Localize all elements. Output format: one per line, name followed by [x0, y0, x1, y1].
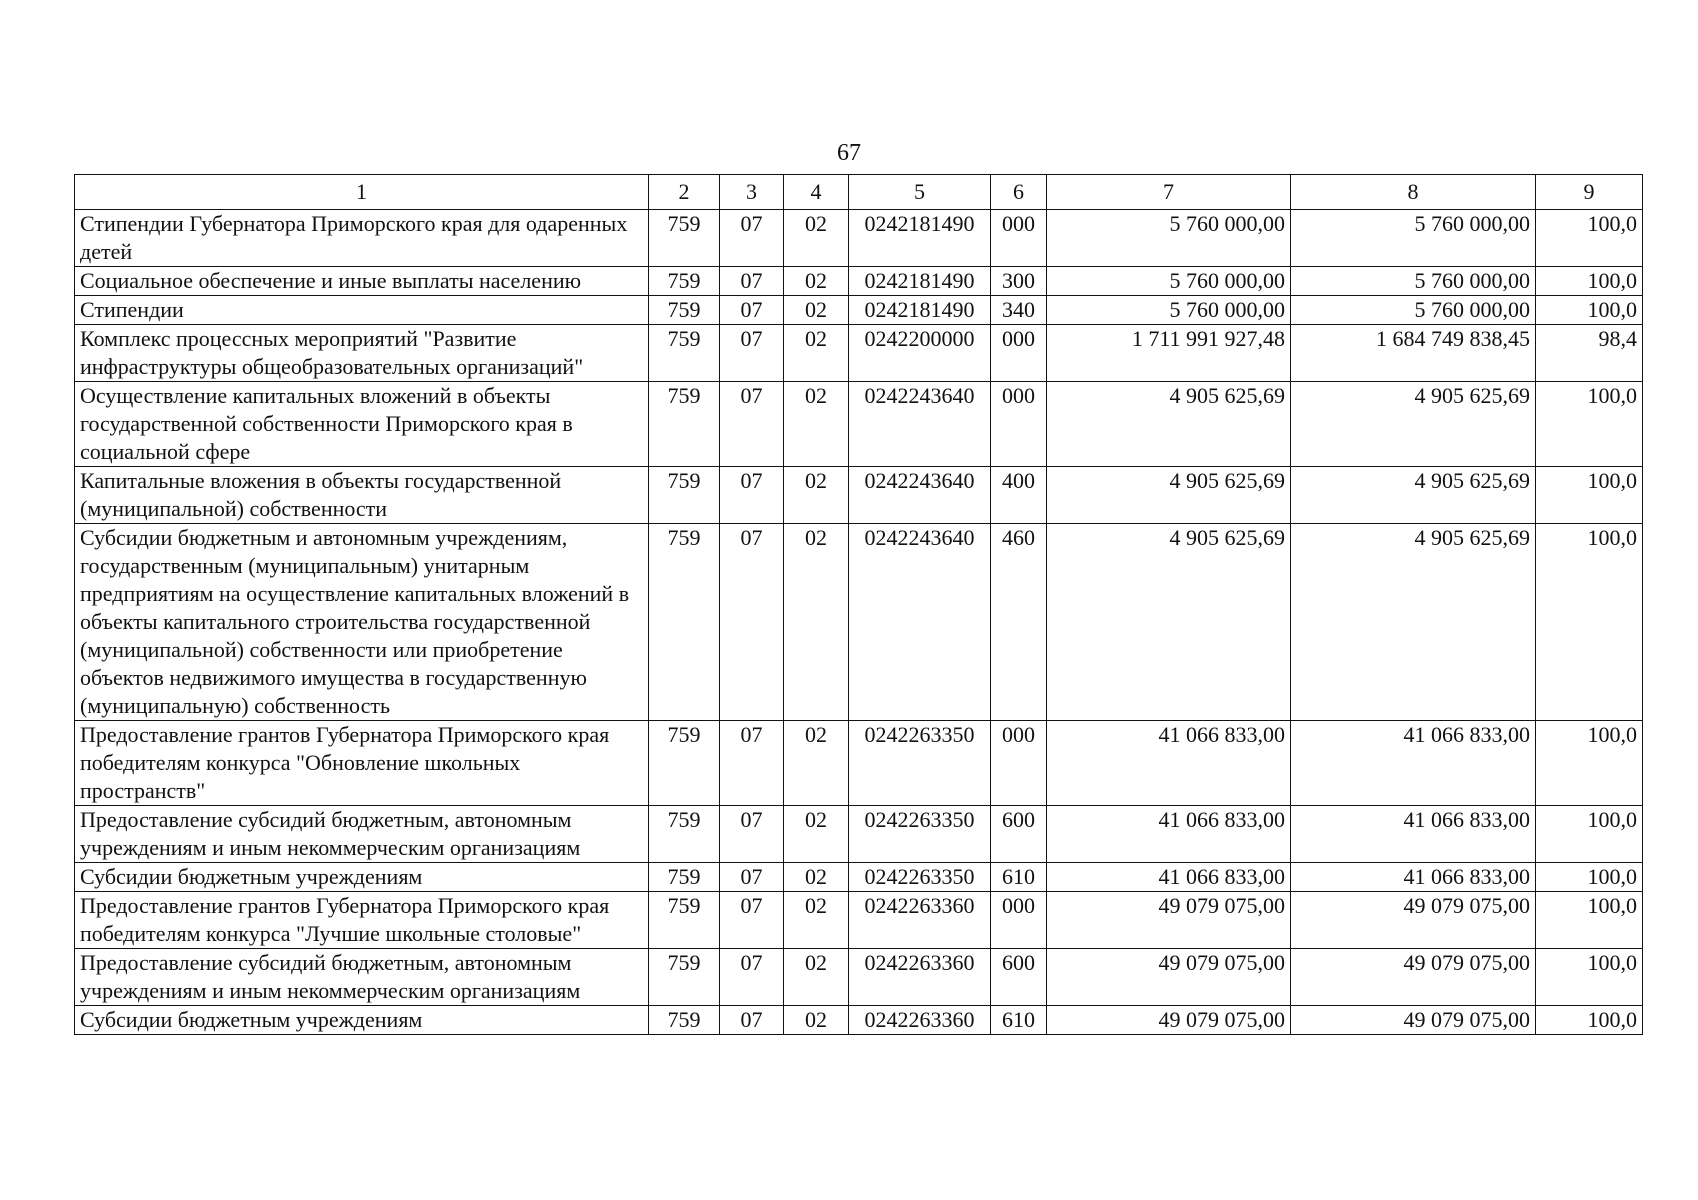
cell-col-6: 300 [991, 267, 1047, 296]
cell-col-2: 759 [649, 949, 720, 1006]
table-row [75, 382, 1643, 467]
cell-col-8: 4 905 625,69 [1291, 467, 1536, 524]
cell-col-2: 759 [649, 325, 720, 382]
table-row [75, 949, 1643, 1006]
cell-col-9: 100,0 [1536, 949, 1643, 1006]
row-name: Капитальные вложения в объекты государственной (муниципальной) собственности [75, 467, 649, 524]
cell-col-2: 759 [649, 382, 720, 467]
table-row [75, 1006, 1643, 1035]
cell-col-2: 759 [649, 296, 720, 325]
cell-col-5: 0242181490 [849, 210, 991, 267]
cell-col-7: 41 066 833,00 [1047, 863, 1291, 892]
cell-col-6: 340 [991, 296, 1047, 325]
cell-col-3: 07 [720, 721, 784, 806]
cell-col-5: 0242263360 [849, 892, 991, 949]
cell-col-2: 759 [649, 892, 720, 949]
cell-col-8: 5 760 000,00 [1291, 267, 1536, 296]
cell-col-3: 07 [720, 382, 784, 467]
cell-col-4: 02 [784, 892, 849, 949]
cell-col-4: 02 [784, 863, 849, 892]
table-row [75, 892, 1643, 949]
cell-col-8: 5 760 000,00 [1291, 296, 1536, 325]
cell-col-8: 1 684 749 838,45 [1291, 325, 1536, 382]
cell-col-5: 0242181490 [849, 296, 991, 325]
cell-col-8: 49 079 075,00 [1291, 892, 1536, 949]
cell-col-2: 759 [649, 267, 720, 296]
cell-col-8: 41 066 833,00 [1291, 863, 1536, 892]
cell-col-8: 4 905 625,69 [1291, 524, 1536, 721]
cell-col-6: 600 [991, 806, 1047, 863]
row-name: Субсидии бюджетным учреждениям [75, 1006, 649, 1035]
cell-col-5: 0242243640 [849, 467, 991, 524]
cell-col-3: 07 [720, 467, 784, 524]
cell-col-3: 07 [720, 325, 784, 382]
cell-col-3: 07 [720, 949, 784, 1006]
column-header: 3 [720, 175, 784, 210]
table-row [75, 267, 1643, 296]
cell-col-9: 98,4 [1536, 325, 1643, 382]
row-name: Стипендии Губернатора Приморского края для одаренных детей [75, 210, 649, 267]
row-name: Стипендии [75, 296, 649, 325]
row-name: Осуществление капитальных вложений в объекты государственной собственности Приморского края в социальной сфере [75, 382, 649, 467]
column-header: 8 [1291, 175, 1536, 210]
cell-col-4: 02 [784, 382, 849, 467]
cell-col-9: 100,0 [1536, 467, 1643, 524]
cell-col-7: 41 066 833,00 [1047, 721, 1291, 806]
row-name: Предоставление грантов Губернатора Приморского края победителям конкурса "Лучшие школьные столовые" [75, 892, 649, 949]
cell-col-4: 02 [784, 524, 849, 721]
cell-col-9: 100,0 [1536, 806, 1643, 863]
cell-col-2: 759 [649, 721, 720, 806]
cell-col-8: 49 079 075,00 [1291, 1006, 1536, 1035]
cell-col-7: 5 760 000,00 [1047, 267, 1291, 296]
budget-table [74, 174, 1643, 1035]
cell-col-7: 4 905 625,69 [1047, 524, 1291, 721]
cell-col-6: 600 [991, 949, 1047, 1006]
cell-col-7: 1 711 991 927,48 [1047, 325, 1291, 382]
table-row [75, 296, 1643, 325]
cell-col-5: 0242243640 [849, 382, 991, 467]
cell-col-6: 000 [991, 721, 1047, 806]
cell-col-5: 0242200000 [849, 325, 991, 382]
cell-col-8: 4 905 625,69 [1291, 382, 1536, 467]
cell-col-3: 07 [720, 806, 784, 863]
cell-col-5: 0242263350 [849, 806, 991, 863]
cell-col-9: 100,0 [1536, 721, 1643, 806]
table-row [75, 325, 1643, 382]
row-name: Социальное обеспечение и иные выплаты населению [75, 267, 649, 296]
column-header: 1 [75, 175, 649, 210]
cell-col-7: 4 905 625,69 [1047, 467, 1291, 524]
cell-col-4: 02 [784, 210, 849, 267]
cell-col-3: 07 [720, 892, 784, 949]
cell-col-6: 400 [991, 467, 1047, 524]
cell-col-5: 0242263360 [849, 1006, 991, 1035]
cell-col-2: 759 [649, 1006, 720, 1035]
table-row [75, 721, 1643, 806]
row-name: Предоставление субсидий бюджетным, автономным учреждениям и иным некоммерческим организациям [75, 949, 649, 1006]
cell-col-7: 49 079 075,00 [1047, 1006, 1291, 1035]
cell-col-8: 49 079 075,00 [1291, 949, 1536, 1006]
cell-col-6: 610 [991, 863, 1047, 892]
column-header: 9 [1536, 175, 1643, 210]
cell-col-4: 02 [784, 296, 849, 325]
cell-col-7: 41 066 833,00 [1047, 806, 1291, 863]
cell-col-5: 0242181490 [849, 267, 991, 296]
cell-col-3: 07 [720, 863, 784, 892]
cell-col-8: 5 760 000,00 [1291, 210, 1536, 267]
cell-col-4: 02 [784, 325, 849, 382]
row-name: Предоставление субсидий бюджетным, автономным учреждениям и иным некоммерческим организациям [75, 806, 649, 863]
cell-col-7: 49 079 075,00 [1047, 949, 1291, 1006]
cell-col-9: 100,0 [1536, 267, 1643, 296]
table-row [75, 210, 1643, 267]
cell-col-3: 07 [720, 267, 784, 296]
cell-col-8: 41 066 833,00 [1291, 806, 1536, 863]
table-row [75, 467, 1643, 524]
header-row [75, 175, 1643, 210]
column-header: 7 [1047, 175, 1291, 210]
cell-col-5: 0242263360 [849, 949, 991, 1006]
cell-col-3: 07 [720, 1006, 784, 1035]
page-number: 67 [837, 140, 861, 166]
row-name: Комплекс процессных мероприятий "Развитие инфраструктуры общеобразовательных организаций" [75, 325, 649, 382]
cell-col-9: 100,0 [1536, 382, 1643, 467]
cell-col-4: 02 [784, 467, 849, 524]
cell-col-3: 07 [720, 524, 784, 721]
cell-col-4: 02 [784, 721, 849, 806]
cell-col-8: 41 066 833,00 [1291, 721, 1536, 806]
cell-col-9: 100,0 [1536, 296, 1643, 325]
cell-col-5: 0242263350 [849, 863, 991, 892]
cell-col-6: 610 [991, 1006, 1047, 1035]
row-name: Предоставление грантов Губернатора Приморского края победителям конкурса "Обновление школьных пространств" [75, 721, 649, 806]
table-row [75, 863, 1643, 892]
column-header: 2 [649, 175, 720, 210]
cell-col-2: 759 [649, 467, 720, 524]
cell-col-4: 02 [784, 949, 849, 1006]
cell-col-3: 07 [720, 296, 784, 325]
cell-col-2: 759 [649, 863, 720, 892]
cell-col-6: 000 [991, 892, 1047, 949]
column-header: 5 [849, 175, 991, 210]
cell-col-2: 759 [649, 806, 720, 863]
row-name: Субсидии бюджетным и автономным учреждениям, государственным (муниципальным) унитарным предприятиям на осуществление капитальных вложений в объекты капитального строительства государственной (муниципальной) собственности или приобретение объектов недвижимого имущества в государственную (муниципальную) собственность [75, 524, 649, 721]
cell-col-6: 000 [991, 382, 1047, 467]
cell-col-4: 02 [784, 1006, 849, 1035]
column-header: 6 [991, 175, 1047, 210]
cell-col-2: 759 [649, 210, 720, 267]
cell-col-9: 100,0 [1536, 1006, 1643, 1035]
cell-col-9: 100,0 [1536, 524, 1643, 721]
table-row [75, 524, 1643, 721]
cell-col-6: 460 [991, 524, 1047, 721]
table-row [75, 806, 1643, 863]
cell-col-6: 000 [991, 210, 1047, 267]
cell-col-6: 000 [991, 325, 1047, 382]
cell-col-7: 5 760 000,00 [1047, 210, 1291, 267]
cell-col-9: 100,0 [1536, 863, 1643, 892]
cell-col-4: 02 [784, 267, 849, 296]
row-name: Субсидии бюджетным учреждениям [75, 863, 649, 892]
cell-col-7: 4 905 625,69 [1047, 382, 1291, 467]
cell-col-4: 02 [784, 806, 849, 863]
cell-col-9: 100,0 [1536, 892, 1643, 949]
cell-col-9: 100,0 [1536, 210, 1643, 267]
cell-col-7: 49 079 075,00 [1047, 892, 1291, 949]
column-header: 4 [784, 175, 849, 210]
cell-col-7: 5 760 000,00 [1047, 296, 1291, 325]
cell-col-3: 07 [720, 210, 784, 267]
cell-col-5: 0242243640 [849, 524, 991, 721]
cell-col-5: 0242263350 [849, 721, 991, 806]
cell-col-2: 759 [649, 524, 720, 721]
